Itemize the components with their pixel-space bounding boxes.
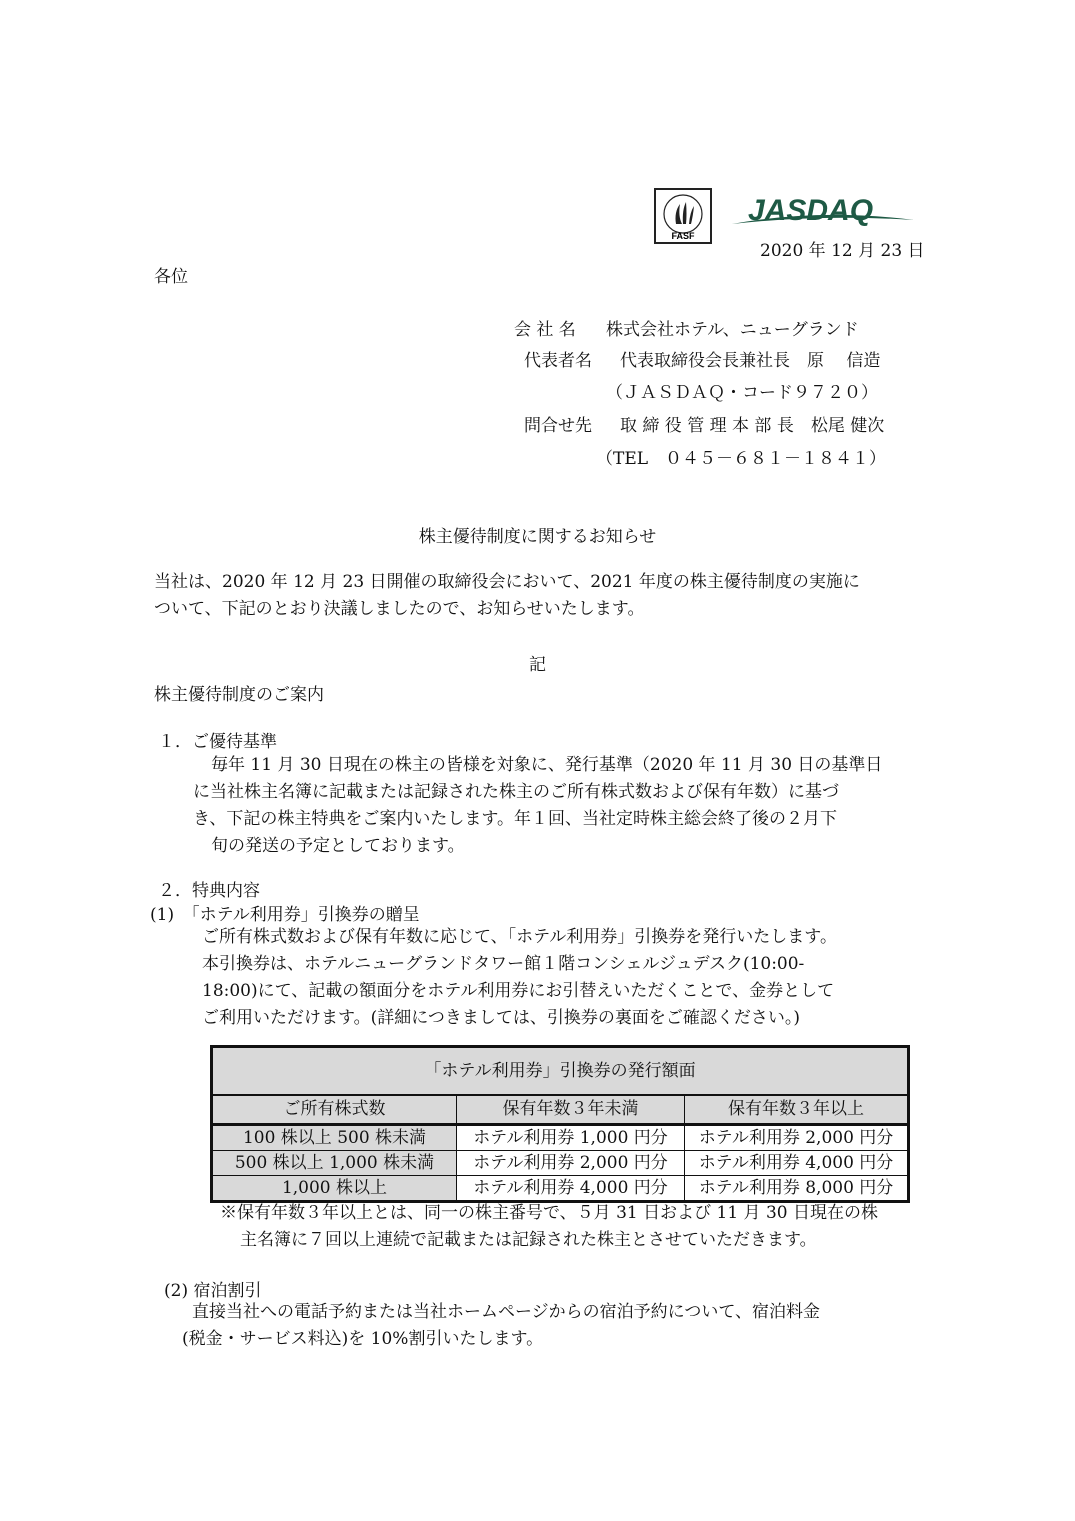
subsection2-body <box>182 1299 820 1353</box>
fasf-logo <box>654 188 712 244</box>
table-cell: 100 株以上 500 株未満 <box>213 1126 457 1150</box>
section2-heading: ２．特典内容 <box>158 881 260 901</box>
company-label: 会 社 名 <box>514 320 576 340</box>
intro-paragraph <box>154 569 860 623</box>
table-row <box>213 1175 907 1200</box>
table-title: 「ホテル利用券」引換券の発行額面 <box>213 1048 907 1096</box>
jasdaq-wordmark: JASDAQ <box>748 194 874 227</box>
table-cell: ホテル利用券 4,000 円分 <box>698 1153 894 1173</box>
subsection1-body <box>202 924 837 1032</box>
table-header-cell: 保有年数３年以上 <box>685 1096 907 1123</box>
fasf-emblem-icon <box>656 190 710 242</box>
table-header-cell: 保有年数３年未満 <box>457 1096 685 1123</box>
section1-heading: １．ご優待基準 <box>158 732 277 752</box>
table-header-cell: ご所有株式数 <box>213 1096 457 1123</box>
representative-label: 代表者名 <box>524 351 592 371</box>
contact-tel: （TEL ０４５－６８１－１８４１） <box>596 449 887 469</box>
subsection2-heading: (2) 宿泊割引 <box>164 1281 262 1301</box>
subsection1-heading: (1) 「ホテル利用券」引換券の贈呈 <box>150 905 420 925</box>
subsection1-line: 18:00)にて、記載の額面分をホテル利用券にお引替えいただくことで、金券として <box>202 981 835 1001</box>
subsection1-line: ご所有株式数および保有年数に応じて、「ホテル利用券」引換券を発行いたします。 <box>202 927 837 947</box>
subsection2-line: 直接当社への電話予約または当社ホームページからの宿泊予約について、宿泊料金 <box>192 1302 820 1322</box>
table-cell: 1,000 株以上 <box>213 1176 457 1200</box>
intro-line: 当社は、2020 年 12 月 23 日開催の取締役会において、2021 年度の株主優待制度の実施に <box>154 572 860 592</box>
table-cell: 500 株以上 1,000 株未満 <box>213 1151 457 1175</box>
document-date: 2020 年 12 月 23 日 <box>760 241 925 261</box>
jasdaq-logo <box>730 190 916 230</box>
table-cell: ホテル利用券 2,000 円分 <box>457 1151 685 1175</box>
ki-marker: 記 <box>529 655 546 675</box>
section1-line: 旬の発送の予定としております。 <box>211 836 465 856</box>
table-cell: ホテル利用券 8,000 円分 <box>698 1178 894 1198</box>
table-row <box>213 1126 907 1150</box>
table-cell: ホテル利用券 1,000 円分 <box>457 1126 685 1150</box>
benefit-table <box>210 1045 910 1203</box>
fasf-text: FASF <box>671 231 695 241</box>
table-cell: ホテル利用券 4,000 円分 <box>457 1176 685 1200</box>
subsection1-line: 本引換券は、ホテルニューグランドタワー館１階コンシェルジュデスク(10:00- <box>202 954 805 974</box>
representative-row <box>524 346 880 371</box>
section1-line: き、下記の株主特典をご案内いたします。年１回、当社定時株主総会終了後の２月下 <box>193 809 837 829</box>
representative-name: 代表取締役会長兼社長 原 信造 <box>620 351 881 371</box>
contact-name: 取 締 役 管 理 本 部 長 松尾 健次 <box>620 416 885 436</box>
section1-line: に当社株主名簿に記載または記録された株主のご所有株式数および保有年数）に基づ <box>193 782 839 802</box>
intro-line: ついて、下記のとおり決議しましたので、お知らせいたします。 <box>154 599 645 619</box>
contact-label: 問合せ先 <box>524 416 592 436</box>
addressee: 各位 <box>154 267 188 287</box>
table-note-line: 主名簿に７回以上連続で記載または記録された株主とさせていただきます。 <box>240 1230 817 1250</box>
page-title: 株主優待制度に関するお知らせ <box>418 527 657 547</box>
contact-row <box>524 411 884 436</box>
table-row <box>213 1150 907 1175</box>
section-heading: 株主優待制度のご案内 <box>154 685 324 705</box>
company-name: 株式会社ホテル、ニューグランド <box>606 320 859 340</box>
section1-body <box>193 752 882 860</box>
section1-line: 毎年 11 月 30 日現在の株主の皆様を対象に、発行基準（2020 年 11 月 30 日の基準日 <box>211 755 883 775</box>
subsection2-line: (税金・サービス料込)を 10%割引いたします。 <box>182 1329 544 1349</box>
subsection1-line: ご利用いただけます。(詳細につきましては、引換券の裏面をご確認ください。) <box>202 1008 801 1028</box>
table-note-line: ※保有年数３年以上とは、同一の株主番号で、５月 31 日および 11 月 30 日現在の株 <box>220 1203 878 1223</box>
stock-code: （ＪＡＳＤＡＱ・コード９７２０） <box>606 383 878 403</box>
table-note <box>220 1200 878 1254</box>
company-row <box>514 315 859 340</box>
table-cell: ホテル利用券 2,000 円分 <box>698 1128 894 1148</box>
table-header-row <box>213 1096 907 1126</box>
